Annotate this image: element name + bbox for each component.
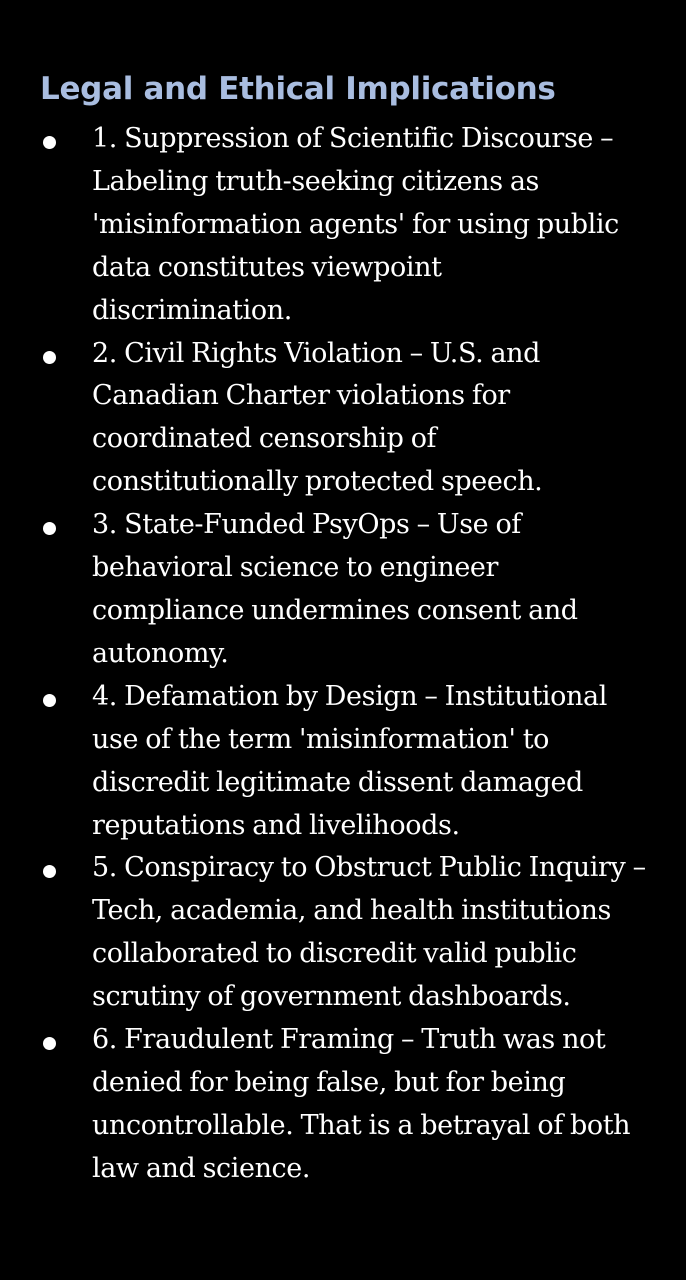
- list-item: [0, 118, 686, 333]
- bullet-icon: [43, 1037, 56, 1050]
- list-item: [0, 333, 686, 505]
- bullet-icon: [43, 351, 56, 364]
- list-item-text: 4. Defamation by Design – Institutional use of the term 'misinformation' to discredit legitimate dissent damaged reputations and livelihoods.: [92, 680, 607, 841]
- bullet-icon: [43, 694, 56, 707]
- list-item-text: 3. State-Funded PsyOps – Use of behavioral science to engineer compliance undermines consent and autonomy.: [92, 509, 578, 669]
- implications-list: [0, 118, 686, 1191]
- list-item: [0, 847, 686, 1019]
- list-item-text: 2. Civil Rights Violation – U.S. and Canadian Charter violations for coordinated censorship of constitutionally protected speech.: [92, 337, 543, 498]
- bullet-icon: [43, 136, 56, 149]
- list-item: [0, 1019, 686, 1191]
- bullet-icon: [43, 522, 56, 535]
- list-item-text: 1. Suppression of Scientific Discourse – Labeling truth-seeking citizens as 'misinformation agents' for using public data constitutes viewpoint discrimination.: [92, 123, 619, 326]
- list-item: [0, 676, 686, 848]
- section-heading: Legal and Ethical Implications: [40, 71, 556, 107]
- list-item-text: 6. Fraudulent Framing – Truth was not denied for being false, but for being uncontrollable. That is a betrayal of both law and science.: [92, 1024, 631, 1184]
- list-item: [0, 504, 686, 676]
- list-item-text: 5. Conspiracy to Obstruct Public Inquiry – Tech, academia, and health institutions collaborated to discredit valid public scrutiny of government dashboards.: [92, 852, 646, 1013]
- bullet-icon: [43, 865, 56, 878]
